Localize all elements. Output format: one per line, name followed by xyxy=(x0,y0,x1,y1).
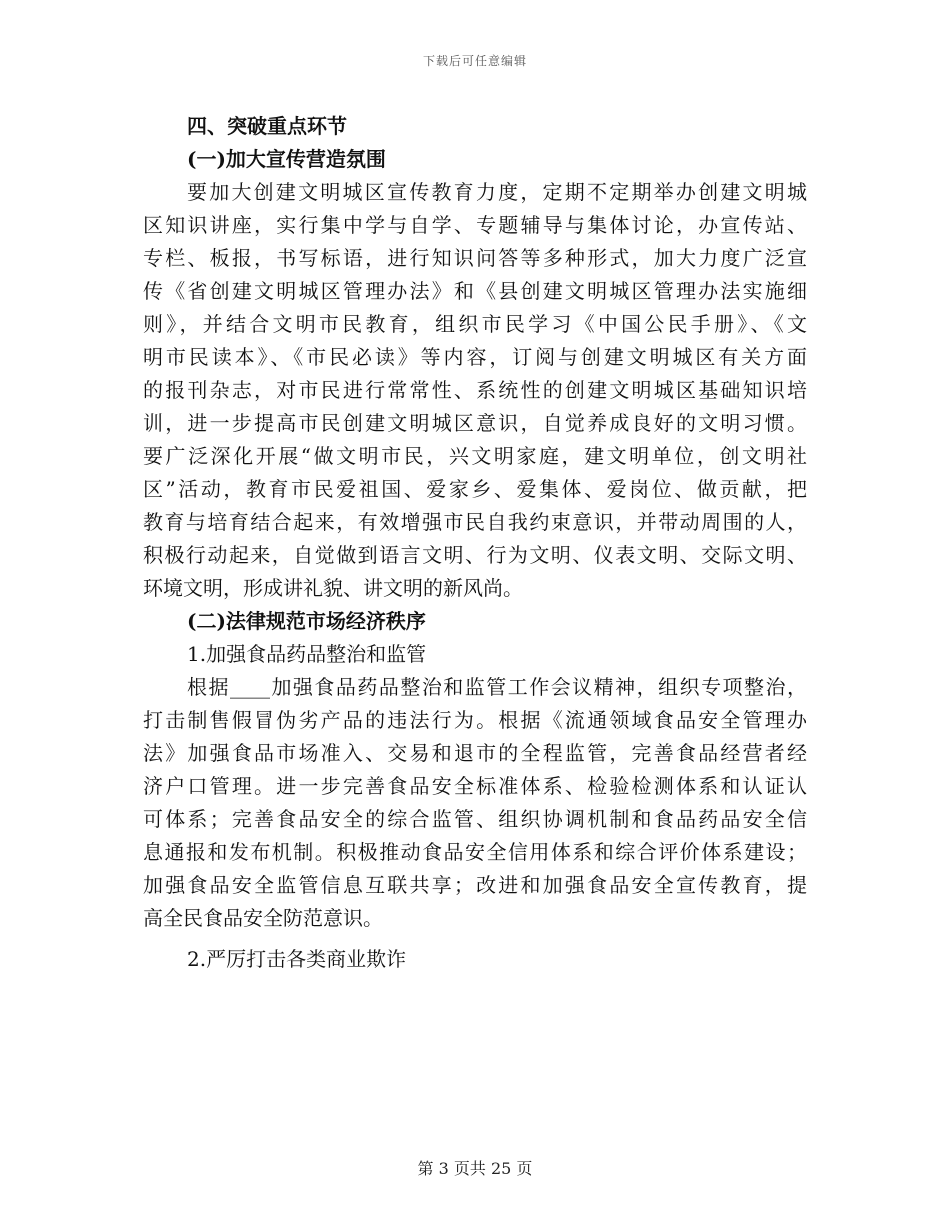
paragraph-line: 要广泛深化开展“做文明市民，兴文明家庭，建文明单位，创文明社 xyxy=(143,444,807,468)
paragraph xyxy=(143,176,807,605)
item-heading: 1.加强食品药品整治和监管 xyxy=(187,642,427,666)
paragraph-line: 法》加强食品市场准入、交易和退市的全程监管，完善食品经营者经 xyxy=(143,741,807,765)
paragraph-line: 积极行动起来，自觉做到语言文明、行为文明、仪表文明、交际文明、 xyxy=(143,543,807,567)
paragraph-line: 高全民食品安全防范意识。 xyxy=(143,906,383,930)
paragraph-line: 专栏、板报，书写标语，进行知识问答等多种形式，加大力度广泛宣 xyxy=(143,246,807,270)
paragraph xyxy=(143,671,807,935)
paragraph-line: 要加大创建文明城区宣传教育力度，定期不定期举办创建文明城 xyxy=(187,180,807,204)
item-heading: 2.严厉打击各类商业欺诈 xyxy=(187,947,407,971)
paragraph-line: 打击制售假冒伪劣产品的违法行为。根据《流通领域食品安全管理办 xyxy=(143,708,807,732)
paragraph-line: 区”活动，教育市民爱祖国、爱家乡、爱集体、爱岗位、做贡献，把 xyxy=(143,477,807,501)
paragraph-line: 训，进一步提高市民创建文明城区意识，自觉养成良好的文明习惯。 xyxy=(143,411,807,435)
page-number: 第 3 页共 25 页 xyxy=(417,1159,533,1178)
paragraph-line: 区知识讲座，实行集中学与自学、专题辅导与集体讨论，办宣传站、 xyxy=(143,213,807,237)
paragraph-line: 环境文明，形成讲礼貌、讲文明的新风尚。 xyxy=(143,576,523,600)
paragraph-line: 济户口管理。进一步完善食品安全标准体系、检验检测体系和认证认 xyxy=(143,774,807,798)
subsection-heading: (一)加大宣传营造氛围 xyxy=(187,147,386,171)
page-header-note: 下载后可任意编辑 xyxy=(422,54,527,68)
paragraph-line: 的报刊杂志，对市民进行常常性、系统性的创建文明城区基础知识培 xyxy=(143,378,807,402)
paragraph-line: 教育与培育结合起来，有效增强市民自我约束意识，并带动周围的人， xyxy=(143,510,807,534)
paragraph-line: 可体系；完善食品安全的综合监管、组织协调机制和食品药品安全信 xyxy=(143,807,807,831)
paragraph-line: 明市民读本》、《市民必读》等内容，订阅与创建文明城区有关方面 xyxy=(143,345,807,369)
document-body xyxy=(143,110,807,976)
subsection-heading: (二)法律规范市场经济秩序 xyxy=(187,609,426,633)
paragraph-line: 则》，并结合文明市民教育，组织市民学习《中国公民手册》、《文 xyxy=(143,312,807,336)
paragraph-line: 加强食品安全监管信息互联共享；改进和加强食品安全宣传教育，提 xyxy=(143,873,807,897)
paragraph-line: 传《省创建文明城区管理办法》和《县创建文明城区管理办法实施细 xyxy=(143,279,807,303)
paragraph-line: 息通报和发布机制。积极推动食品安全信用体系和综合评价体系建设； xyxy=(143,840,807,864)
paragraph-line: 根据____加强食品药品整治和监管工作会议精神，组织专项整治， xyxy=(187,675,807,699)
section-heading: 四、突破重点环节 xyxy=(187,114,347,138)
spacer xyxy=(143,935,807,943)
